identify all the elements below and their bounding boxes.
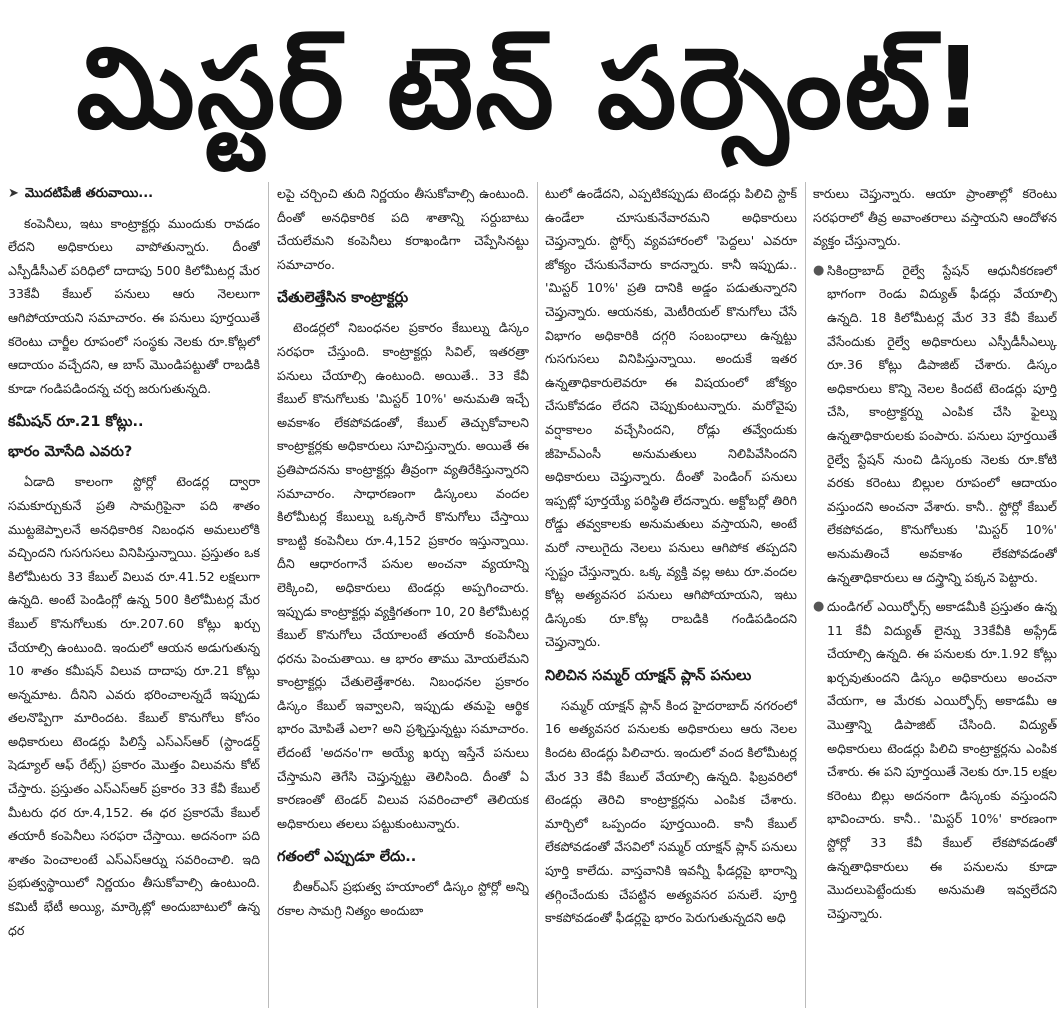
article-body [0,182,1062,1010]
paragraph: టులో ఉండేదని, ఎప్పటికప్పుడు టెండర్లు పిలిచి స్టాక్ ఉండేలా చూసుకునేవారమని అధికారులు చెప్తున్నారు. స్టోర్స్ వ్యవహారంలో 'పెద్దలు' ఎవరూ జోక్యం చేసుకునేవారు కాదన్నారు. కానీ ఇప్పుడు.. 'మిస్టర్ 10%' ప్రతి దానికి అడ్డం పడుతున్నారని చెప్తున్నారు. ఆయనకు, మెటీరియల్ కొనుగోలు చేసే విభాగం అధికారికి దగ్గరి సంబంధాలు ఉన్నట్టు గుసగుసలు వినిపిస్తున్నాయి. అందుకే ఇతర ఉన్నతాధికారులెవరూ ఈ విషయంలో జోక్యం చేసుకోవడం లేదని చెప్పుకుంటున్నారు. మరోవైపు వర్షాకాలం వచ్చేసిందని, రోడ్లు తవ్వేందుకు జీహెచ్ఎంసీ అనుమతులు నిలిపివేసిందని అధికారులు చెప్తున్నారు. దీంతో పెండింగ్ పనులు ఇప్పట్లో పూర్తయ్యే పరిస్థితి లేదన్నారు. అక్టోబర్లో తిరిగి రోడ్డు తవ్వకాలకు అనుమతులు వస్తాయని, అంటే మరో నాలుగైదు నెలలు పనులు ఆగిపోక తప్పదని స్పష్టం చేస్తున్నారు. ఒక్క వ్యక్తి వల్ల అటు రూ.వందల కోట్ల అత్యవసర పనులు ఆగిపోయాయని, ఇటు డిస్కంకు రూ.కోట్ల రాబడికి గండిపడిందని చెప్తున్నారు. [545,186,797,650]
paragraph: లపై చర్చించి తుది నిర్ణయం తీసుకోవాల్సి ఉంటుంది. దీంతో అనధికారిక పది శాతాన్ని సర్దుబాటు చేయలేమని కంపెనీలు కరాఖండిగా చెప్పేసినట్టు సమాచారం. [277,186,529,272]
column-divider [805,182,806,1008]
kicker-text: మొదటిపేజీ తరువాయి... [24,186,154,201]
bullet-icon: ● [813,262,825,278]
column-2 [277,182,529,1008]
paragraph: ఏడాది కాలంగా స్టోర్లో టెండర్ల ద్వారా సమకూర్చుకునే ప్రతి సామగ్రిపైనా పది శాతం ముట్టజెప్పాలనే అనధికారిక నిబంధన అమలులోకి వచ్చిందని గుసగుసలు వినిపిస్తున్నాయి. ప్రస్తుతం ఒక కిలోమీటరు 33 కేబుల్ విలువ రూ.41.52 లక్షలుగా ఉన్నది. అంటే పెండింగ్లో ఉన్న 500 కిలోమీటర్ల మేర కేబుల్ కొనుగోలుకు రూ.207.60 కోట్లు ఖర్చు చేయాల్సి ఉంటుంది. ఇందులో ఆయన అడుగుతున్న 10 శాతం కమీషన్ విలువ దాదాపు రూ.21 కోట్లు అన్నమాట. దీనిని ఎవరు భరించాలన్నదే ఇప్పుడు తలనొప్పిగా మారిందట. కేబుల్ కొనుగోలు కోసం అధికారులు టెండర్లు పిలిస్తే ఎస్ఎస్ఆర్ (స్టాండర్డ్ షెడ్యూల్ ఆఫ్ రేట్స్) ప్రకారం మొత్తం విలువను కోట్ చేస్తారు. ప్రస్తుతం ఎస్ఎస్ఆర్ ప్రకారం 33 కేవీ కేబుల్ మీటరు ధర రూ.4,152. ఈ ధర ప్రకారమే కేబుల్ తయారీ కంపెనీలు సరఫరా చేస్తాయి. అదనంగా పది శాతం పెంచాలంటే ఎస్ఎస్ఆర్ను సవరించాలి. ఇది ప్రభుత్వస్థాయిలో నిర్ణయం తీసుకోవాల్సి ఉంటుంది. కమిటీ భేటీ అయ్యి, మార్కెట్లో అందుబాటులో ఉన్న ధర [8,474,260,938]
bullet-text: దుండిగల్ ఎయిర్ఫోర్స్ అకాడమీకి ప్రస్తుతం ఉన్న 11 కేవీ విద్యుత్ లైన్ను 33కేవీకి అప్గ్రేడ్ చేయాల్సి ఉన్నది. ఈ పనులకు రూ.1.92 కోట్లు ఖర్చవుతుందని డిస్కం అధికారులు అంచనా వేయగా, ఆ మేరకు ఎయిర్ఫోర్స్ అకాడమీ ఆ మొత్తాన్ని డిపాజిట్ చేసింది. విద్యుత్ అధికారులు టెండర్లు పిలిచి కాంట్రాక్టర్లను ఎంపిక చేశారు. ఈ పని పూర్తయితే నెలకు రూ.15 లక్షల కరెంటు బిల్లు అదనంగా డిస్కంకు వస్తుందని భావించారు. కానీ.. 'మిస్టర్ 10%' కారణంగా స్టోర్లో 33 కేవీ కేబుల్ లేకపోవడంతో ఉన్నతాధికారులు ఈ పనులను కూడా మొదలుపెట్టేందుకు అనుమతి ఇవ్వలేదని చెప్తున్నారు. [827,599,1057,921]
continuation-kicker [8,182,260,206]
bullet-text: సికింద్రాబాద్ రైల్వే స్టేషన్ ఆధునీకరణలో భాగంగా రెండు విద్యుత్ ఫీడర్లు వేయాల్సి ఉన్నది. 18 కిలోమీటర్ల మేర 33 కేవీ కేబుల్ వేసేందుకు రైల్వే అధికారులు ఎస్పీడీసీఎల్కు రూ.36 కోట్లు డిపాజిట్ చేశారు. డిస్కం అధికారులు కొన్ని నెలల కిందటే టెండర్లు పూర్తి చేసి, కాంట్రాక్టర్ను ఎంపిక చేసి ఫైల్ను ఉన్నతాధికారులకు పంపారు. పనులు పూర్తయితే రైల్వే స్టేషన్ నుంచి డిస్కంకు నెలకు రూ.కోటి వరకు కరెంటు బిల్లుల రూపంలో ఆదాయం వస్తుందని అంచనా వేశారు. కానీ.. స్టోర్లో కేబుల్ లేకపోవడం, కొనుగోలుకు 'మిస్టర్ 10%' అనుమతించే అవకాశం లేకపోవడంతో ఉన్నతాధికారులు ఆ దస్త్రాన్ని పక్కన పెట్టారు. [827,262,1057,585]
paragraph: కంపెనీలు, ఇటు కాంట్రాక్టర్లు ముందుకు రావడం లేదని అధికారులు వాపోతున్నారు. దీంతో ఎస్పీడీసీఎల్ పరిధిలో దాదాపు 500 కిలోమీటర్ల మేర 33కేవీ కేబుల్ పనులు ఆరు నెలలుగా ఆగిపోయాయని సమాచారం. ఈ పనులు పూర్తయితే కరెంటు చార్జీల రూపంలో సంస్థకు నెలకు రూ.కోట్లలో ఆదాయం వచ్చేదని, ఆ బాస్ మొండిపట్టుతో రాబడికి కూడా గండిపడిందన్న చర్చ జరుగుతున్నది. [8,215,260,396]
subheading: నిలిచిన సమ్మర్ యాక్షన్ ప్లాన్ పనులు [545,667,752,684]
paragraph: బీఆర్ఎస్ ప్రభుత్వ హయాంలో డిస్కం స్టోర్లో అన్ని రకాల సామగ్రి నిత్యం అందుబా [277,879,529,919]
subheading: చేతులెత్తేసిన కాంట్రాక్టర్లు [277,290,409,307]
bullet-item [813,259,1057,589]
subheading: భారం మోసేది ఎవరు? [8,444,133,461]
headline: మిస్టర్ టెన్ పర్సెంట్! [76,24,986,154]
column-4 [813,182,1057,1008]
arrow-icon: ➤ [8,186,19,201]
paragraph: సమ్మర్ యాక్షన్ ప్లాన్ కింద హైదరాబాద్ నగరంలో 16 అత్యవసర పనులకు అధికారులు ఆరు నెలల కిందట టెండర్లు పిలిచారు. ఇందులో వంద కిలోమీటర్ల మేర 33 కేవీ కేబుల్ వేయాల్సి ఉన్నది. ఫిబ్రవరిలో టెండర్లు తెరిచి కాంట్రాక్టర్లను ఎంపిక చేశారు. మార్చిలో ఒప్పందం పూర్తయింది. కానీ కేబుల్ లేకపోవడంతో వేసవిలో సమ్మర్ యాక్షన్ ప్లాన్ పనులు పూర్తి కాలేదు. వాస్తవానికి ఇవన్నీ ఫీడర్లపై భారాన్ని తగ్గించేందుకు చేపట్టిన అత్యవసర పనులే. పూర్తి కాకపోవడంతో ఫీడర్లపై భారం పెరుగుతున్నదని అధి [545,697,797,926]
subheading: గతంలో ఎప్పుడూ లేదు.. [277,849,417,866]
column-divider [537,182,538,1008]
bullet-icon: ● [813,599,825,615]
paragraph: కారులు చెప్తున్నారు. ఆయా ప్రాంతాల్లో కరెంటు సరఫరాలో తీవ్ర అవాంతరాలు వస్తాయని ఆందోళన వ్యక్తం చేస్తున్నారు. [813,186,1057,249]
column-3 [545,182,797,1008]
column-1 [8,182,260,1008]
column-divider [268,182,269,1008]
subheading: కమీషన్ రూ.21 కోట్లు.. [8,414,144,431]
bullet-item [813,595,1057,925]
paragraph: టెండర్లలో నిబంధనల ప్రకారం కేబుల్ను డిస్కం సరఫరా చేస్తుంది. కాంట్రాక్టర్లు సివిల్, ఇతరత్రా పనులు చేయాల్సి ఉంటుంది. అయితే.. 33 కేవీ కేబుల్ కొనుగోలుకు 'మిస్టర్ 10%' అనుమతి ఇచ్చే అవకాశం లేకపోవడంతో, కేబుల్ తెచ్చుకోవాలని కాంట్రాక్టర్లకు అధికారులు సూచిస్తున్నారు. అయితే ఈ ప్రతిపాదనను కాంట్రాక్టర్లు తీవ్రంగా వ్యతిరేకిస్తున్నారని సమాచారం. సాధారణంగా డిస్కంలు వందల కిలోమీటర్ల కేబుల్ను ఒక్కసారే కొనుగోలు చేస్తాయి కాబట్టి కంపెనీలు రూ.4,152 ప్రకారం ఇస్తున్నాయి. దీని ఆధారంగానే పనుల అంచనా వ్యయాన్ని లెక్కించి, అధికారులు టెండర్లు అప్పగించారు. ఇప్పుడు కాంట్రాక్టర్లు వ్యక్తిగతంగా 10, 20 కిలోమీటర్ల కేబుల్ కొనుగోలు చేయాలంటే తయారీ కంపెనీలు ధరను పెంచుతాయి. ఆ భారం తాము మోయలేమని కాంట్రాక్టర్లు చేతులెత్తేశారట. నిబంధనల ప్రకారం డిస్కం కేబుల్ ఇవ్వాలని, ఇప్పుడు తమపై ఆర్థిక భారం మోపితే ఎలా? అని ప్రశ్నిస్తున్నట్టు సమాచారం. లేదంటే 'అదనం'గా అయ్యే ఖర్చు ఇస్తేనే పనులు చేస్తామని తెగేసి చెప్తున్నట్టు తెలిసింది. దీంతో ఏ కారణంతో టెండర్ విలువ సవరించాలో తెలియక అధికారులు తలలు పట్టుకుంటున్నారు. [277,320,529,831]
